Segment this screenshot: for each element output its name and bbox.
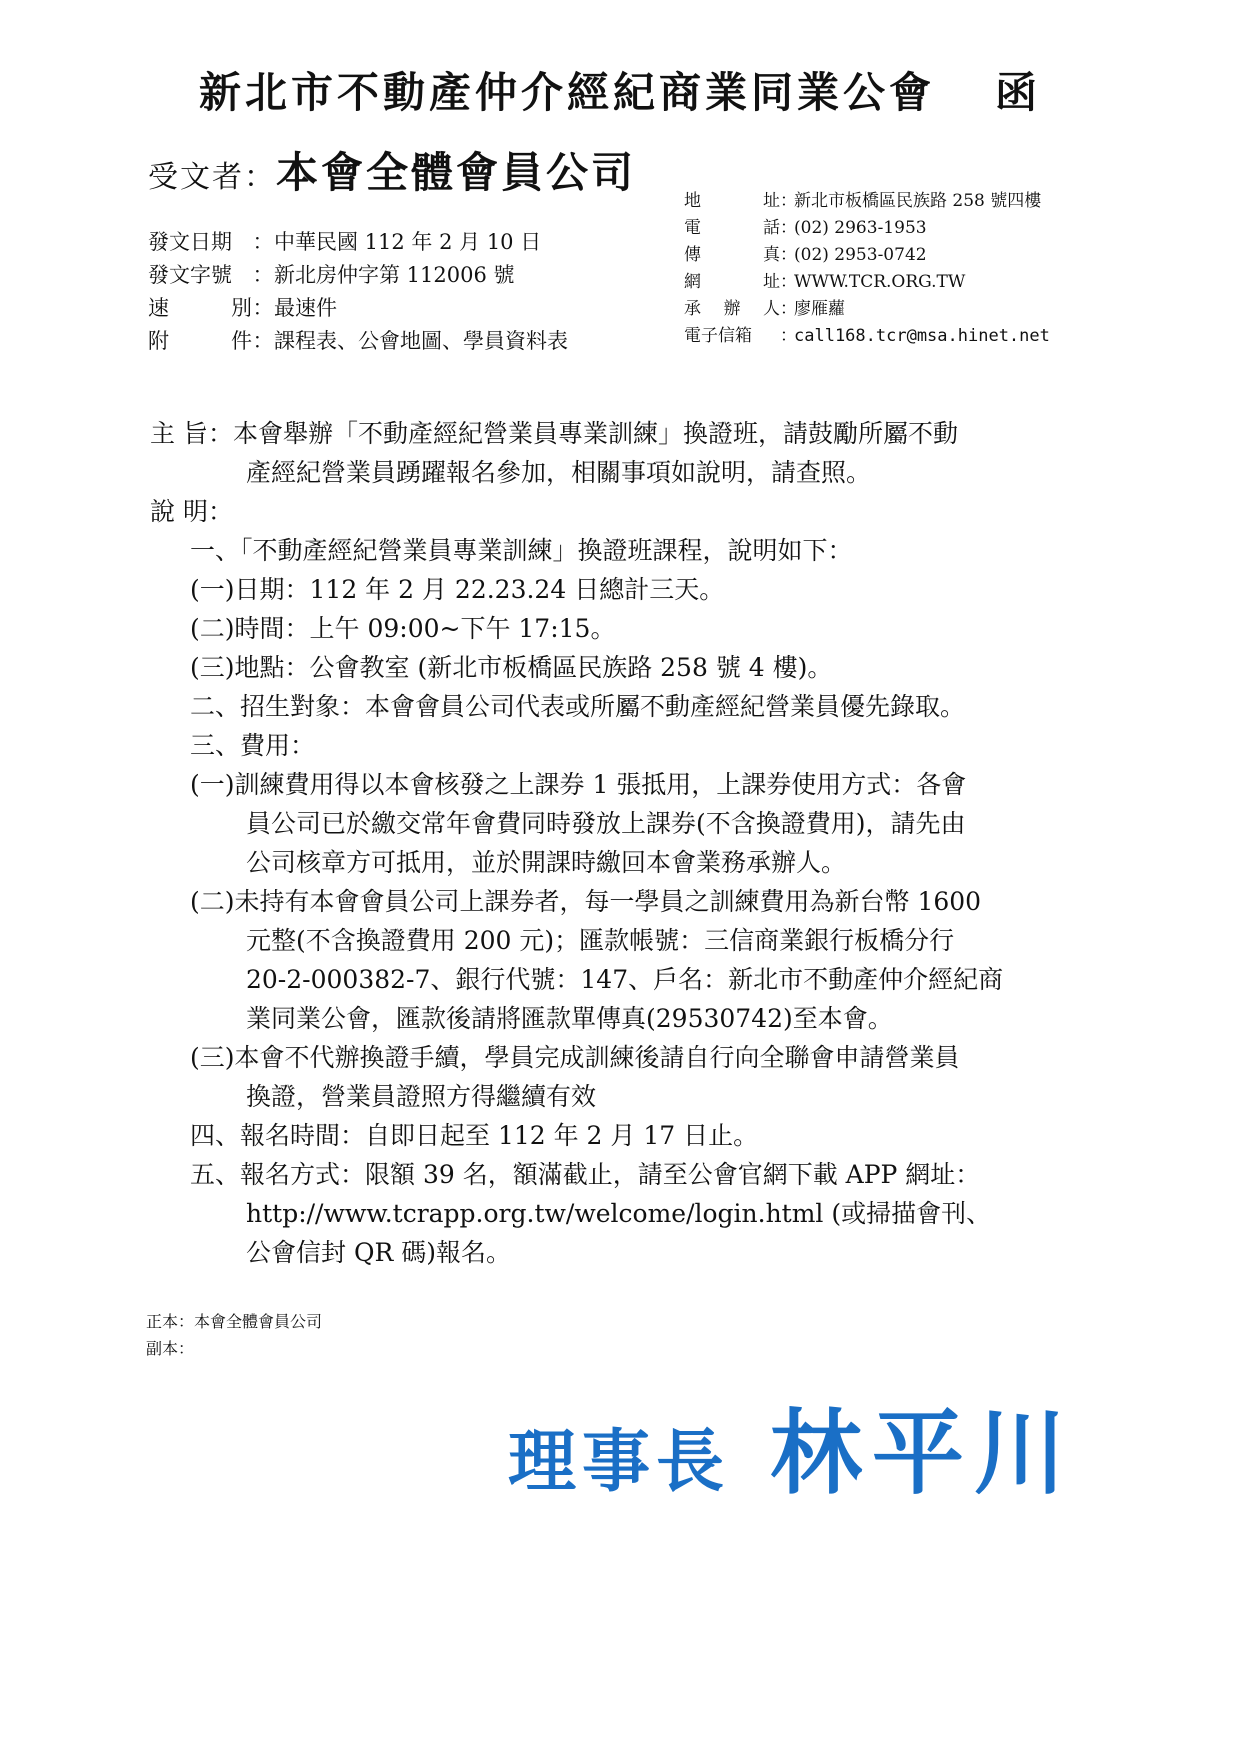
recipient-value: 本會全體會員公司 xyxy=(276,148,637,197)
meta-number: 發文字號 ： 新北房仲字第 112006 號 xyxy=(148,259,568,292)
body-line: 四、報名時間：自即日起至 112 年 2 月 17 日止。 xyxy=(190,1121,759,1150)
meta-attachment: 附 件 ： 課程表、公會地圖、學員資料表 xyxy=(148,325,568,358)
body-line: 三、費用： xyxy=(190,731,316,760)
contact-key: 電子信箱 xyxy=(684,326,752,346)
signature-name: 林平川 xyxy=(770,1400,1077,1507)
contact-value: WWW.TCR.ORG.TW xyxy=(794,272,966,292)
chairman-signature xyxy=(508,1380,1076,1512)
subject-line: 產經紀營業員踴躍報名參加，相關事項如說明，請查照。 xyxy=(246,458,872,487)
contact-email: 電子信箱 ： call168.tcr@msa.hinet.net xyxy=(684,323,1050,350)
body-line: 一、「不動產經紀營業員專業訓練」換證班課程，說明如下： xyxy=(190,536,853,565)
document-body xyxy=(150,414,1100,1272)
contact-value: 廖雁蘿 xyxy=(794,299,845,319)
body-line: 公會信封 QR 碼)報名。 xyxy=(246,1238,511,1267)
body-line: (二)時間：上午 09:00~下午 17:15。 xyxy=(190,614,616,643)
contact-fax: 傳 真 ： (02) 2953-0742 xyxy=(684,242,1050,269)
contact-value: 新北市板橋區民族路 258 號四樓 xyxy=(794,191,1042,211)
meta-value: 課程表、公會地圖、學員資料表 xyxy=(274,329,568,353)
document-title xyxy=(0,60,1240,120)
body-line: (三)地點：公會教室 (新北市板橋區民族路 258 號 4 樓)。 xyxy=(190,653,833,682)
body-line: 五、報名方式：限額 39 名，額滿截止，請至公會官網下載 APP 網址： xyxy=(190,1160,981,1189)
contact-handler: 承 辦 人 ： 廖雁蘿 xyxy=(684,296,1050,323)
original-recipient: 正本：本會全體會員公司 xyxy=(146,1312,323,1331)
contact-key: 傳 真 xyxy=(684,245,780,265)
contact-phone: 電 話 ： (02) 2963-1953 xyxy=(684,215,1050,242)
meta-value: 中華民國 112 年 2 月 10 日 xyxy=(274,230,542,254)
recipient-label: 受文者： xyxy=(148,160,276,195)
meta-key: 速 別 xyxy=(148,296,252,320)
body-line: (二)未持有本會會員公司上課券者，每一學員之訓練費用為新台幣 1600 xyxy=(190,887,982,916)
meta-value: 最速件 xyxy=(274,296,337,320)
meta-key: 發文日期 xyxy=(148,230,232,254)
contact-address: 地 址 ： 新北市板橋區民族路 258 號四樓 xyxy=(684,188,1050,215)
copy-recipient: 副本： xyxy=(146,1339,195,1358)
body-line: (三)本會不代辦換證手續，學員完成訓練後請自行向全聯會申請營業員 xyxy=(190,1043,960,1072)
explanation-label: 說 明： xyxy=(150,497,233,526)
contact-key: 承 辦 人 xyxy=(684,299,780,319)
recipient xyxy=(148,140,636,200)
contact-key: 電 話 xyxy=(684,218,780,238)
meta-key: 發文字號 xyxy=(148,263,232,287)
body-line: 業同業公會，匯款後請將匯款單傳真(29530742)至本會。 xyxy=(246,1004,893,1033)
contact-key: 地 址 xyxy=(684,191,780,211)
contact-key: 網 址 xyxy=(684,272,780,292)
contact-value: call168.tcr@msa.hinet.net xyxy=(794,326,1050,346)
body-line: 20-2-000382-7、銀行代號：147、戶名：新北市不動產仲介經紀商 xyxy=(246,965,1004,994)
contact-value: (02) 2953-0742 xyxy=(794,245,927,265)
contact-website: 網 址 ： WWW.TCR.ORG.TW xyxy=(684,269,1050,296)
dispatch-info xyxy=(148,226,568,358)
contact-block xyxy=(684,188,1050,350)
doc-type: 函 xyxy=(995,68,1042,117)
body-line: 二、招生對象：本會會員公司代表或所屬不動產經紀營業員優先錄取。 xyxy=(190,692,966,721)
meta-date: 發文日期 ： 中華民國 112 年 2 月 10 日 xyxy=(148,226,568,259)
body-line: (一)訓練費用得以本會核發之上課券 1 張抵用，上課券使用方式：各會 xyxy=(190,770,967,799)
meta-key: 附 件 xyxy=(148,329,252,353)
meta-value: 新北房仲字第 112006 號 xyxy=(274,263,515,287)
contact-value: (02) 2963-1953 xyxy=(794,218,927,238)
body-line: 元整(不含換證費用 200 元)；匯款帳號：三信商業銀行板橋分行 xyxy=(246,926,955,955)
signature-title: 理事長 xyxy=(508,1423,731,1502)
subject-line: 主 旨：本會舉辦「不動產經紀營業員專業訓練」換證班，請鼓勵所屬不動 xyxy=(150,419,958,448)
body-line: 換證，營業員證照方得繼續有效 xyxy=(246,1082,597,1111)
distribution-list xyxy=(146,1308,322,1362)
org-name: 新北市不動產仲介經紀商業同業公會 xyxy=(198,68,935,117)
body-line: 公司核章方可抵用，並於開課時繳回本會業務承辦人。 xyxy=(246,848,847,877)
body-line: 員公司已於繳交常年會費同時發放上課券(不含換證費用)，請先由 xyxy=(246,809,966,838)
meta-speed: 速 別 ： 最速件 xyxy=(148,292,568,325)
body-line: http://www.tcrapp.org.tw/welcome/login.html (或掃描會刊、 xyxy=(246,1199,992,1228)
body-line: (一)日期：112 年 2 月 22.23.24 日總計三天。 xyxy=(190,575,725,604)
